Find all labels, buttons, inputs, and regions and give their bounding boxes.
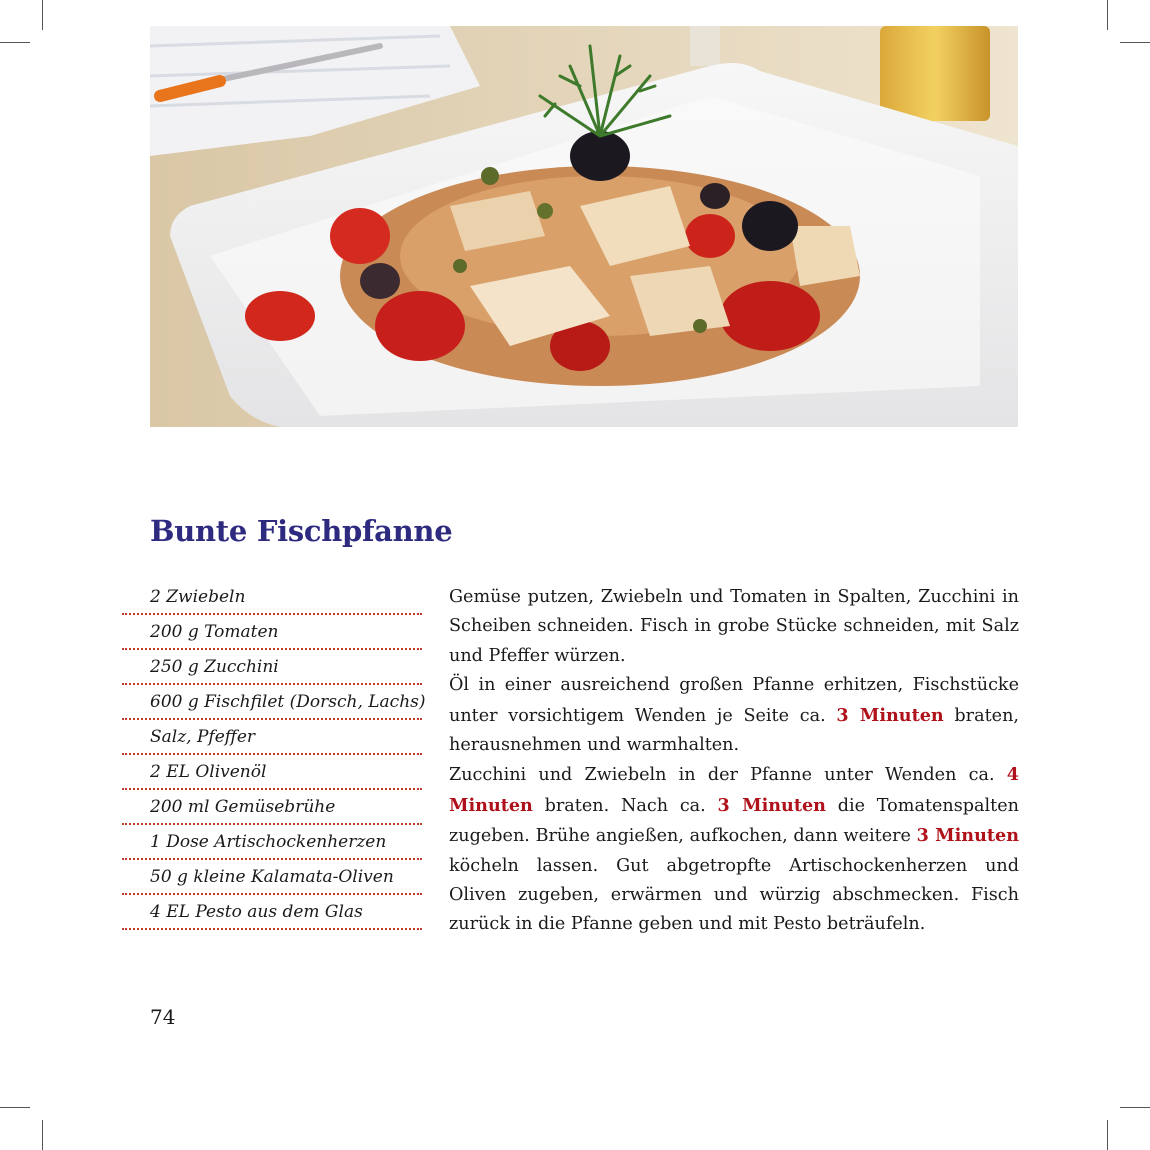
ingredient-item: 1 Dose Artischockenherzen xyxy=(122,825,422,860)
ingredient-item: 50 g kleine Kalamata-Oliven xyxy=(122,860,422,895)
crop-mark xyxy=(0,1107,30,1108)
method-text xyxy=(449,583,1019,940)
crop-mark xyxy=(42,0,43,30)
crop-mark xyxy=(1120,1107,1150,1108)
method-text-run: Öl in einer ausreichend großen Pfanne erhitzen, Fischstücke unter vorsichtigem Wenden je Seite ca. xyxy=(449,675,1019,726)
method-text-run: Gemüse putzen, Zwiebeln und Tomaten in Spalten, Zucchini in Scheiben schneiden. Fisch in grobe Stücke schneiden, mit Salz und Pfeffer würzen. xyxy=(449,587,1019,666)
time-highlight: 3 Minuten xyxy=(717,794,826,816)
crop-mark xyxy=(0,42,30,43)
ingredient-item: 600 g Fischfilet (Dorsch, Lachs) xyxy=(122,685,422,720)
ingredient-item: 2 Zwiebeln xyxy=(122,580,422,615)
page-number: 74 xyxy=(150,1005,176,1029)
ingredient-list xyxy=(122,580,426,930)
recipe-title: Bunte Fischpfanne xyxy=(150,514,453,548)
method-paragraph xyxy=(449,583,1019,671)
ingredient-item: 2 EL Olivenöl xyxy=(122,755,422,790)
time-highlight: 3 Minuten xyxy=(916,825,1019,847)
crop-mark xyxy=(1120,42,1150,43)
crop-mark xyxy=(1107,0,1108,30)
ingredient-item: 4 EL Pesto aus dem Glas xyxy=(122,895,422,930)
ingredient-item: Salz, Pfeffer xyxy=(122,720,422,755)
method-text-run: braten, herausnehmen und warmhalten. xyxy=(449,705,1019,756)
recipe-photo xyxy=(150,26,1018,427)
time-highlight: 3 Minuten xyxy=(836,704,944,726)
time-highlight: 4 Minuten xyxy=(449,764,1019,816)
ingredient-item: 250 g Zucchini xyxy=(122,650,422,685)
crop-mark xyxy=(42,1120,43,1150)
method-paragraph xyxy=(449,671,1019,760)
ingredient-item: 200 g Tomaten xyxy=(122,615,422,650)
method-text-run: braten. Nach ca. xyxy=(532,795,718,816)
method-paragraph xyxy=(449,760,1019,939)
method-text-run: Zucchini und Zwiebeln in der Pfanne unter Wenden ca. xyxy=(449,765,1007,786)
method-text-run: köcheln lassen. Gut abgetropfte Artischockenherzen und Oliven zugeben, erwärmen und würzig abschmecken. Fisch zurück in die Pfanne geben und mit Pesto beträufeln. xyxy=(449,855,1019,935)
ingredient-item: 200 ml Gemüsebrühe xyxy=(122,790,422,825)
crop-mark xyxy=(1107,1120,1108,1150)
method-text-run: die Tomatenspalten zugeben. Brühe angießen, aufkochen, dann weitere xyxy=(449,795,1019,847)
